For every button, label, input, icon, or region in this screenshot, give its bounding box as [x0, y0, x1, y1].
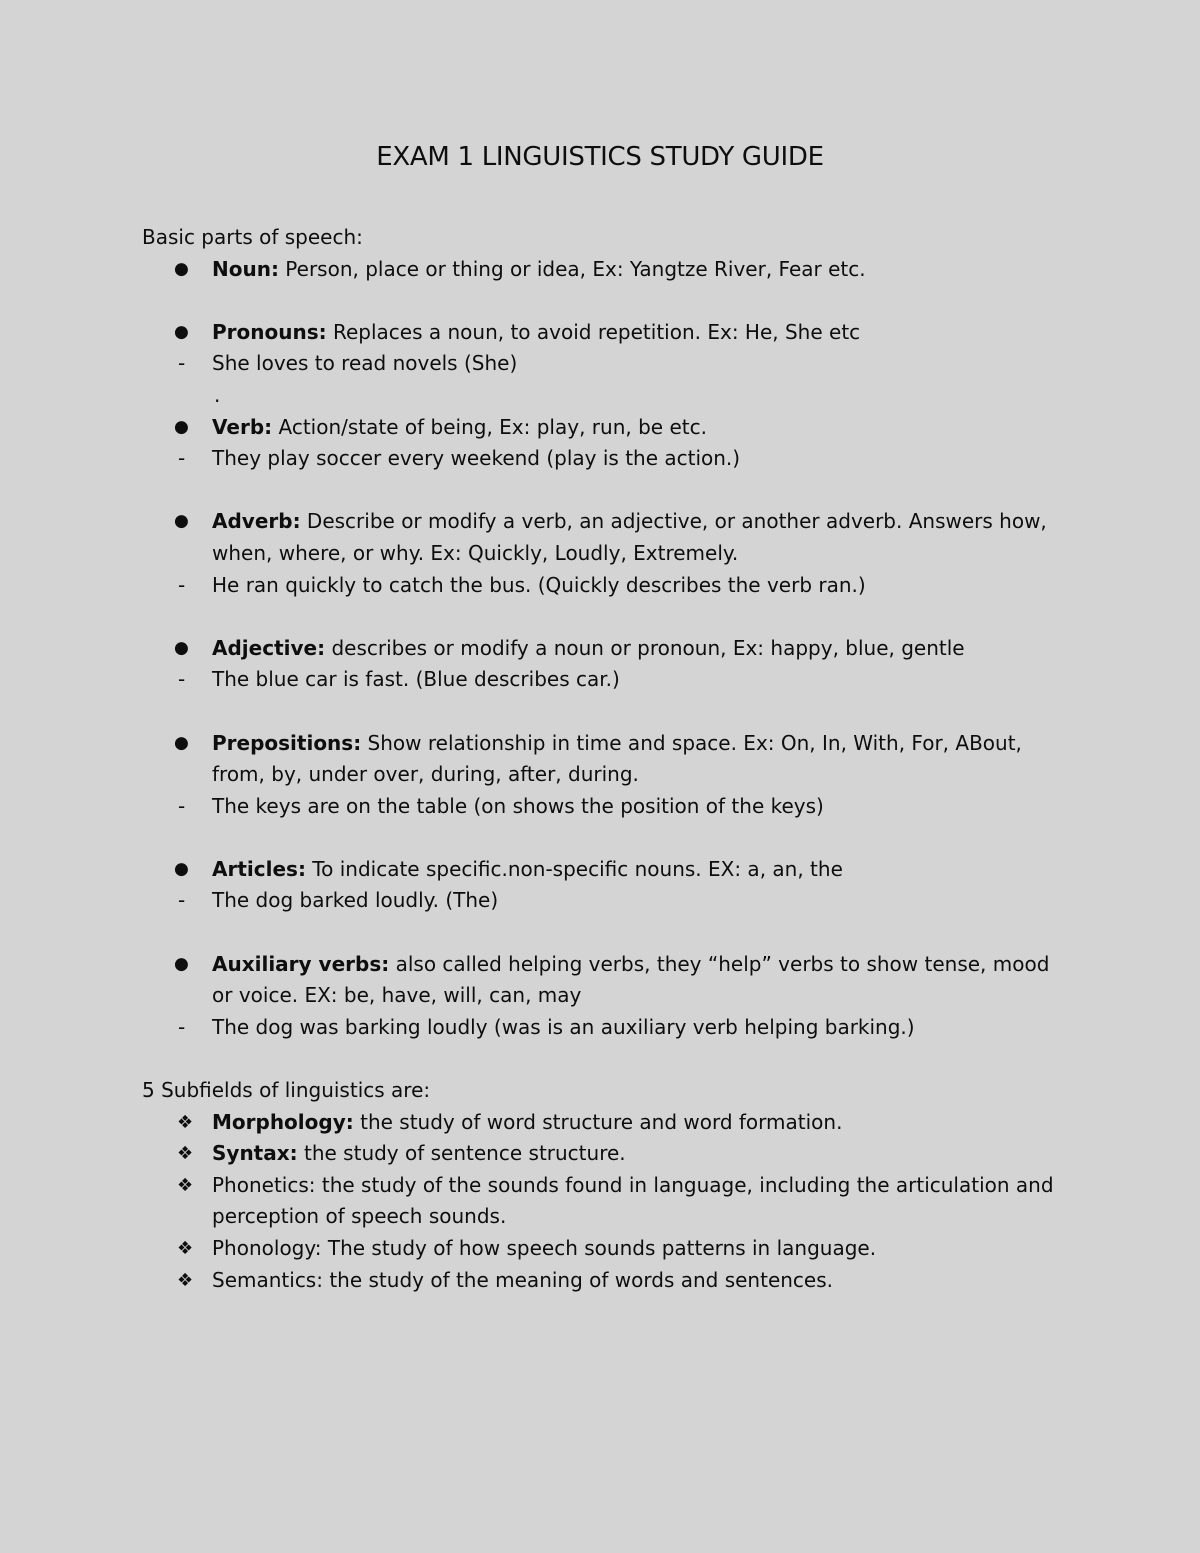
diamond-bullet-icon: ❖ — [177, 1269, 194, 1291]
list-item-adjective — [142, 633, 1062, 665]
bullet-icon: ● — [174, 258, 189, 279]
term-noun: Noun: — [212, 256, 279, 281]
example-adverb — [142, 570, 1062, 602]
definition-prepositions: Show relationship in time and space. Ex: On, In, With, For, ABout, from, by, under over, during, after, during. — [212, 730, 1022, 787]
diamond-bullet-icon: ❖ — [177, 1174, 194, 1196]
term-adverb: Adverb: — [212, 509, 301, 534]
bullet-icon: ● — [174, 637, 189, 658]
parts-of-speech-list — [142, 254, 1062, 1044]
example-text: She loves to read novels (She) — [212, 351, 518, 376]
list-item-adverb — [142, 506, 1062, 569]
definition-adjective: describes or modify a noun or pronoun, Ex: happy, blue, gentle — [325, 635, 965, 660]
dash-icon: - — [178, 888, 186, 913]
term-prepositions: Prepositions: — [212, 730, 362, 755]
list-item-noun — [142, 254, 1062, 286]
list-item-phonology — [142, 1233, 1062, 1265]
bullet-icon: ● — [174, 953, 189, 974]
example-prepositions — [142, 791, 1062, 823]
list-item-articles — [142, 854, 1062, 886]
bullet-icon: ● — [174, 858, 189, 879]
definition-syntax: the study of sentence structure. — [297, 1141, 626, 1166]
dash-icon: - — [178, 446, 186, 471]
example-text: He ran quickly to catch the bus. (Quickly describes the verb ran.) — [212, 572, 866, 597]
dash-icon: - — [178, 667, 186, 692]
definition-verb: Action/state of being, Ex: play, run, be etc. — [272, 414, 707, 439]
document-title: EXAM 1 LINGUISTICS STUDY GUIDE — [376, 142, 824, 172]
example-verb — [142, 443, 1062, 475]
definition-morphology: the study of word structure and word formation. — [353, 1109, 843, 1134]
definition-noun: Person, place or thing or idea, Ex: Yangtze River, Fear etc. — [278, 256, 866, 281]
definition-phonology: Phonology: The study of how speech sounds patterns in language. — [212, 1236, 877, 1260]
example-articles — [142, 885, 1062, 917]
bullet-icon: ● — [174, 732, 189, 753]
subfields-heading: 5 Subfields of linguistics are: — [142, 1078, 431, 1103]
subfields-list — [142, 1107, 1062, 1297]
dash-icon: - — [178, 572, 186, 597]
example-text: The keys are on the table (on shows the position of the keys) — [212, 793, 824, 818]
definition-adverb: Describe or modify a verb, an adjective, or another adverb. Answers how, when, where, or why. Ex: Quickly, Loudly, Extremely. — [212, 509, 1047, 565]
example-pronouns — [142, 348, 1062, 380]
dash-icon: - — [178, 351, 186, 376]
term-morphology: Morphology: — [212, 1109, 354, 1134]
diamond-bullet-icon: ❖ — [177, 1143, 194, 1165]
example-text: They play soccer every weekend (play is the action.) — [212, 446, 741, 471]
list-item-auxiliary-verbs — [142, 949, 1062, 1012]
term-syntax: Syntax: — [212, 1141, 298, 1166]
list-item-semantics — [142, 1265, 1062, 1297]
stray-period: . — [214, 382, 221, 407]
dash-icon: - — [178, 793, 186, 818]
term-verb: Verb: — [212, 414, 273, 439]
document-body — [142, 222, 1062, 1296]
bullet-icon: ● — [174, 511, 189, 532]
bullet-icon: ● — [174, 321, 189, 342]
example-auxiliary-verbs — [142, 1012, 1062, 1044]
definition-pronouns: Replaces a noun, to avoid repetition. Ex: He, She etc — [326, 319, 861, 344]
list-item-syntax — [142, 1138, 1062, 1170]
list-item-morphology — [142, 1107, 1062, 1139]
list-item-prepositions — [142, 728, 1062, 791]
example-adjective — [142, 664, 1062, 696]
example-text: The blue car is fast. (Blue describes car.) — [212, 667, 620, 692]
term-articles: Articles: — [212, 856, 306, 881]
parts-of-speech-heading: Basic parts of speech: — [142, 225, 363, 249]
bullet-icon: ● — [174, 416, 189, 437]
definition-articles: To indicate specific.non-specific nouns. EX: a, an, the — [305, 856, 843, 881]
definition-phonetics: Phonetics: the study of the sounds found in language, including the articulation and perception of speech sounds. — [212, 1172, 1054, 1229]
term-adjective: Adjective: — [212, 635, 326, 660]
term-pronouns: Pronouns: — [212, 319, 327, 344]
definition-semantics: Semantics: the study of the meaning of words and sentences. — [212, 1267, 834, 1292]
diamond-bullet-icon: ❖ — [177, 1111, 194, 1133]
definition-auxiliary-verbs: also called helping verbs, they “help” verbs to show tense, mood or voice. EX: be, have, will, can, may — [212, 951, 1050, 1008]
term-auxiliary-verbs: Auxiliary verbs: — [212, 951, 390, 976]
list-item-pronouns — [142, 317, 1062, 349]
example-text: The dog was barking loudly (was is an auxiliary verb helping barking.) — [212, 1014, 915, 1039]
diamond-bullet-icon: ❖ — [177, 1238, 194, 1259]
list-item-phonetics — [142, 1170, 1062, 1233]
example-text: The dog barked loudly. (The) — [212, 888, 499, 913]
dash-icon: - — [178, 1014, 186, 1039]
list-item-verb — [142, 412, 1062, 444]
